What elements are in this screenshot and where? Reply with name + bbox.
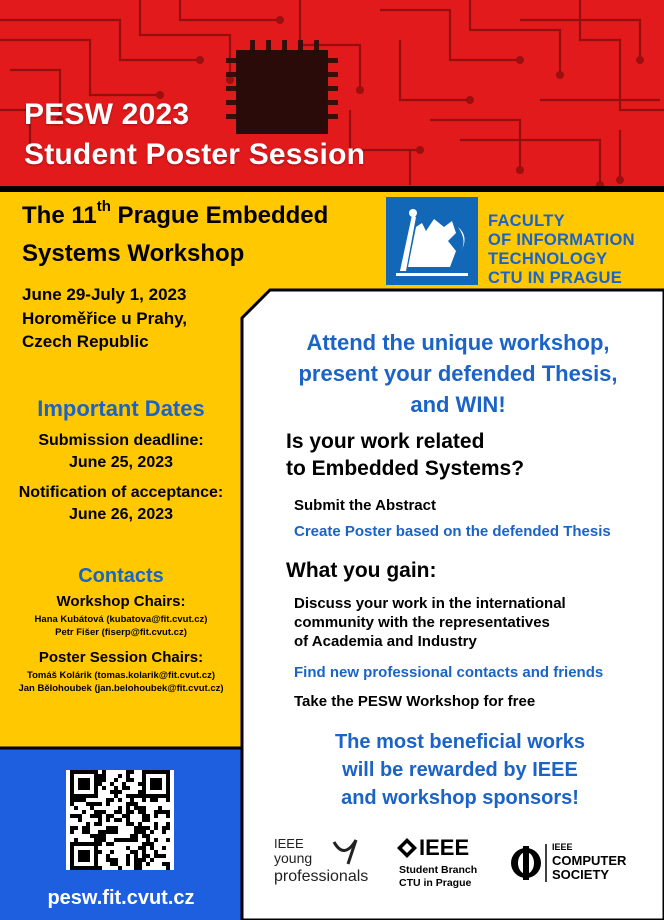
- faculty-line1: FACULTY: [488, 212, 565, 230]
- workshop-chair: Hana Kubátová (kubatova@fit.cvut.cz): [34, 614, 208, 625]
- attend-headline: Attend the unique workshop, present your defended Thesis, and WIN!: [298, 330, 618, 417]
- poster-chair: Jan Bělohoubek (jan.belohoubek@fit.cvut.cz): [18, 683, 224, 694]
- free-workshop-text: Take the PESW Workshop for free: [294, 693, 536, 710]
- cs-line2: SOCIETY: [552, 867, 610, 882]
- yp-young-text: young: [274, 850, 313, 866]
- poster-chair: Tomáš Kolárik (tomas.kolarik@fit.cvut.cz): [26, 670, 216, 681]
- yp-professionals-text: professionals: [274, 868, 369, 885]
- workshop-title: The 11th Prague Embedded: [22, 198, 329, 229]
- sb-line1: Student Branch: [399, 864, 478, 876]
- reward-text: The most beneficial works will be rewarded by IEEE and workshop sponsors!: [334, 731, 586, 809]
- notification-label: Notification of acceptance:: [18, 484, 224, 501]
- create-poster-text: Create Poster based on the defended Thesis: [294, 523, 611, 540]
- gain-heading: What you gain:: [286, 559, 437, 582]
- workshop-chair: Petr Fišer (fiserp@fit.cvut.cz): [55, 627, 187, 638]
- submission-deadline-label: Submission deadline:: [38, 432, 204, 449]
- find-contacts-text: Find new professional contacts and friends: [294, 664, 604, 681]
- poster-chairs-heading: Poster Session Chairs:: [38, 649, 204, 666]
- discuss-text: Discuss your work in the international community with the representatives of Academia and Industry: [294, 595, 566, 650]
- faculty-line4: CTU IN PRAGUE: [488, 269, 623, 287]
- question-line1: Is your work related: [286, 430, 485, 453]
- workshop-title-line2: Systems Workshop: [22, 240, 245, 267]
- qr-code-icon[interactable]: [66, 770, 174, 870]
- ordinal-suffix: th: [96, 198, 111, 215]
- question-line2: to Embedded Systems?: [286, 457, 525, 480]
- yp-ieee-text: IEEE: [274, 836, 304, 851]
- cs-line1: COMPUTER: [552, 853, 627, 868]
- computer-society-phi-icon: [508, 844, 550, 882]
- event-place: Horoměřice u Prahy,: [22, 309, 188, 328]
- faculty-line2: OF INFORMATION: [488, 231, 635, 249]
- submission-deadline-date: June 25, 2023: [68, 454, 174, 471]
- workshop-chairs-heading: Workshop Chairs:: [56, 593, 186, 610]
- notification-date: June 26, 2023: [68, 506, 174, 523]
- submit-abstract-text: Submit the Abstract: [294, 497, 436, 514]
- ieee-diamond-icon: [397, 838, 417, 858]
- event-dates: June 29-July 1, 2023: [22, 285, 187, 304]
- ieee-young-professionals-icon: [330, 834, 366, 870]
- sb-line2: CTU in Prague: [399, 877, 472, 889]
- ieee-young-professionals-logo: [274, 834, 384, 890]
- cs-ieee-text: IEEE: [552, 842, 573, 852]
- banner-title-line2: Student Poster Session: [24, 138, 366, 171]
- ctu-lion-icon: [386, 197, 478, 285]
- important-dates-heading: Important Dates: [37, 396, 205, 421]
- event-country: Czech Republic: [22, 332, 149, 351]
- contacts-heading: Contacts: [78, 565, 164, 587]
- ieee-student-branch-logo: [397, 835, 497, 894]
- banner-title-line1: PESW 2023: [24, 98, 190, 131]
- ieee-computer-society-logo: [508, 842, 648, 888]
- website-link[interactable]: pesw.fit.cvut.cz: [47, 887, 195, 909]
- sb-ieee-text: IEEE: [419, 835, 470, 860]
- faculty-line3: TECHNOLOGY: [488, 250, 608, 268]
